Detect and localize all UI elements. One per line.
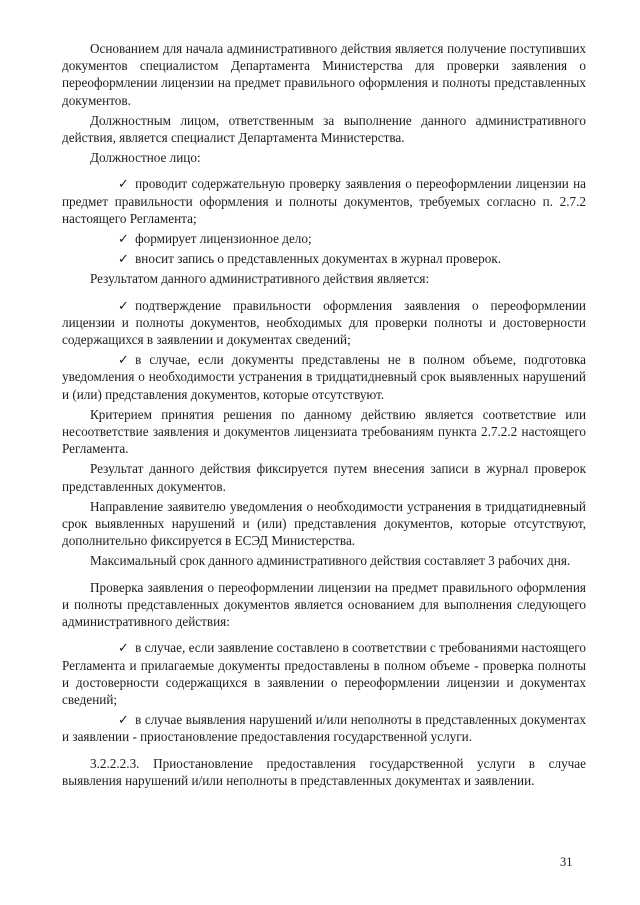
checkmark-icon: ✓ bbox=[118, 352, 130, 368]
paragraph: Направление заявителю уведомления о необходимости устранения в тридцатидневный срок выявленных нарушений и (или) представления документов, которые отсутствуют, дополнительно фиксируется в ЕСЭД Министерства. bbox=[62, 498, 586, 549]
paragraph: Максимальный срок данного административного действия составляет 3 рабочих дня. bbox=[90, 553, 571, 569]
checklist-item-text: в случае, если документы представлены не в полном объеме, подготовка уведомления о необходимости устранения в тридцатидневный срок выявленных нарушений и (или) представления документов, которые отсутствуют. bbox=[62, 352, 586, 402]
checklist-item bbox=[62, 351, 586, 403]
paragraph: Основанием для начала административного действия является получение поступивших документов специалистом Департамента Министерства для проверки заявления о переоформлении лицензии на предмет правильного оформления и полноты представленных документов. bbox=[62, 41, 586, 108]
page-number: 31 bbox=[560, 855, 573, 869]
checkmark-icon: ✓ bbox=[118, 640, 130, 656]
checkmark-icon: ✓ bbox=[118, 712, 130, 728]
checklist-item bbox=[62, 639, 586, 708]
paragraph: Результатом данного административного действия является: bbox=[90, 271, 430, 287]
checkmark-icon: ✓ bbox=[118, 251, 130, 267]
paragraph: Должностное лицо: bbox=[90, 150, 201, 166]
checklist-item-text: в случае, если заявление составлено в соответствии с требованиями настоящего Регламента и прилагаемые документы предоставлены в полном объеме - проверка полноты и достоверности содержащихся в заявлении о переоформлении лицензии и документах сведений; bbox=[62, 640, 586, 707]
document-body bbox=[62, 40, 586, 792]
paragraph: 3.2.2.2.3. Приостановление предоставления государственной услуги в случае выявления нарушений и/или неполноты в представленных документах и заявлении. bbox=[62, 755, 586, 788]
checklist-item-text: проводит содержательную проверку заявления о переоформлении лицензии на предмет правильности оформления и полноты документов, требуемых согласно п. 2.7.2 настоящего Регламента; bbox=[62, 176, 586, 226]
checklist-item-text: вносит запись о представленных документах в журнал проверок. bbox=[135, 251, 502, 267]
paragraph: Должностным лицом, ответственным за выполнение данного административного действия, является специалист Департамента Министерства. bbox=[62, 112, 586, 146]
checkmark-icon: ✓ bbox=[118, 231, 130, 247]
paragraph: Критерием принятия решения по данному действию является соответствие или несоответствие заявления и документов лицензиата требованиям пункта 2.7.2.2 настоящего Регламента. bbox=[62, 406, 586, 457]
checklist-item-text: формирует лицензионное дело; bbox=[135, 231, 312, 247]
checklist-item-text: подтверждение правильности оформления заявления о переоформлении лицензии и полноты документов, необходимых для проверки полноты и достоверности содержащихся в заявлении и документах сведений; bbox=[62, 297, 586, 348]
checklist-item bbox=[62, 711, 586, 745]
checkmark-icon: ✓ bbox=[118, 297, 130, 313]
checklist-item bbox=[62, 230, 586, 247]
checkmark-icon: ✓ bbox=[118, 176, 130, 192]
checklist-item bbox=[62, 175, 586, 227]
checklist-item bbox=[62, 250, 586, 267]
paragraph: Результат данного действия фиксируется путем внесения записи в журнал проверок представленных документов. bbox=[62, 461, 586, 494]
paragraph: Проверка заявления о переоформлении лицензии на предмет правильного оформления и полноты представленных документов является основанием для выполнения следующего административного действия: bbox=[62, 579, 586, 630]
checklist-item-text: в случае выявления нарушений и/или неполноты в представленных документах и заявлении - приостановление предоставления государственной услуги. bbox=[62, 712, 586, 745]
checklist-item bbox=[62, 297, 586, 349]
